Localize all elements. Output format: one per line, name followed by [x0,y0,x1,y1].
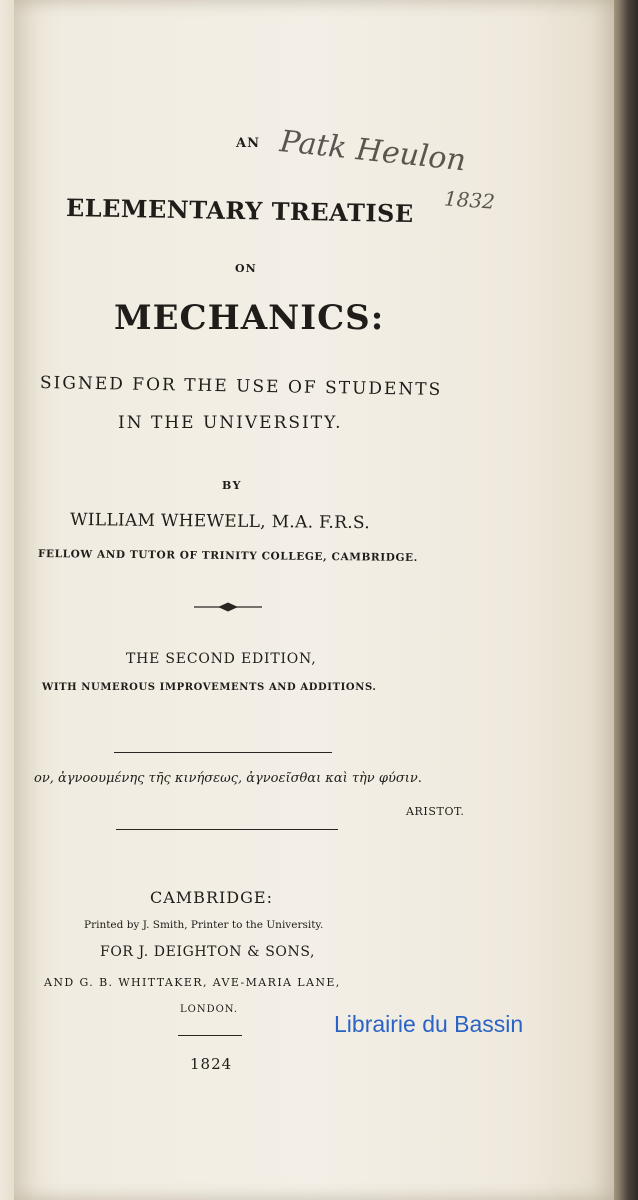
title-line-2: MECHANICS: [114,298,385,338]
epigraph-bottom-rule [116,829,338,830]
publication-year: 1824 [190,1055,233,1073]
author-affiliation: FELLOW AND TUTOR OF TRINITY COLLEGE, CAMBRIDGE. [37,548,418,564]
epigraph-top-rule [114,752,332,753]
publisher-line-1: FOR J. DEIGHTON & SONS, [100,944,316,960]
author-name: WILLIAM WHEWELL, M.A. F.R.S. [69,510,371,534]
subtitle-line-1: SIGNED FOR THE USE OF STUDENTS [39,373,443,401]
edition: THE SECOND EDITION, [126,651,317,667]
bookseller-watermark: Librairie du Bassin [334,1011,524,1037]
title-an: AN [236,136,260,151]
title-page [14,0,614,1200]
imprint-rule [178,1035,242,1036]
imprint-city: CAMBRIDGE: [150,888,273,907]
title-on: ON [235,262,257,275]
edition-note: WITH NUMEROUS IMPROVEMENTS AND ADDITIONS. [42,682,377,693]
subtitle-line-2: IN THE UNIVERSITY. [118,413,343,433]
handwritten-year-inscription: 1832 [443,186,496,214]
ornamental-divider [192,600,264,614]
printer-line: Printed by J. Smith, Printer to the University. [84,919,324,931]
handwritten-owner-inscription: Patk Heulon [278,124,468,179]
by-label: BY [222,479,242,492]
publisher-city: LONDON. [180,1004,239,1015]
title-line-1: ELEMENTARY TREATISE [65,193,414,229]
epigraph-greek: ον, ἀγνοουμένης τῆς κινήσεως, ἀγνοεῖσθαι καὶ τὴν φύσιν. [34,771,422,786]
publisher-line-2: AND G. B. WHITTAKER, AVE-MARIA LANE, [44,976,341,989]
epigraph-source: ARISTOT. [406,805,465,818]
